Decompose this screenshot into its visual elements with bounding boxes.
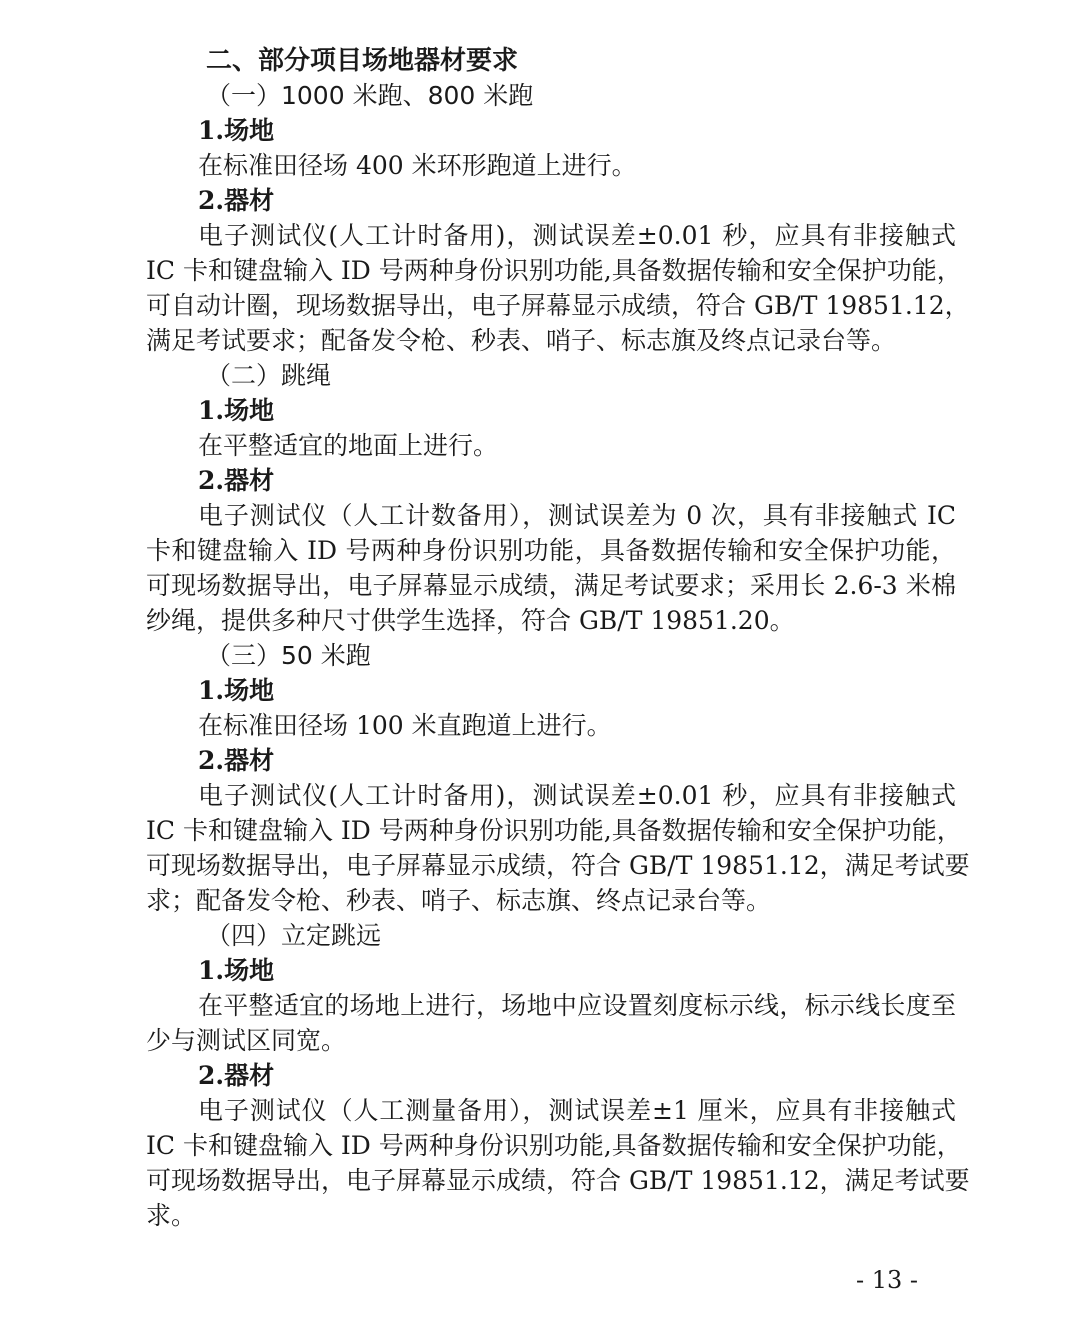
- paragraph-line: 在平整适宜的场地上进行，场地中应设置刻度标示线，标示线长度至: [198, 991, 956, 1020]
- paragraph-line: 电子测试仪(人工计时备用)，测试误差±0.01 秒，应具有非接触式: [198, 221, 956, 250]
- paragraph-line: 纱绳，提供多种尺寸供学生选择，符合 GB/T 19851.20。: [146, 606, 795, 635]
- item-heading-venue: 1.场地: [198, 676, 275, 705]
- item-heading-equipment: 2.器材: [198, 746, 275, 775]
- paragraph-line: 可现场数据导出，电子屏幕显示成绩，符合 GB/T 19851.12，满足考试要: [146, 1166, 970, 1195]
- paragraph-line: 电子测试仪（人工计数备用），测试误差为 0 次，具有非接触式 IC: [198, 501, 956, 530]
- paragraph-line: IC 卡和键盘输入 ID 号两种身份识别功能,具备数据传输和安全保护功能，: [146, 1131, 962, 1160]
- paragraph-line: 求；配备发令枪、秒表、哨子、标志旗、终点记录台等。: [146, 886, 772, 915]
- paragraph-line: 可现场数据导出，电子屏幕显示成绩，符合 GB/T 19851.12，满足考试要: [146, 851, 970, 880]
- section-title: 二、部分项目场地器材要求: [206, 46, 519, 76]
- item-heading-venue: 1.场地: [198, 116, 275, 145]
- paragraph-line: 卡和键盘输入 ID 号两种身份识别功能，具备数据传输和安全保护功能，: [146, 536, 956, 565]
- item-heading-equipment: 2.器材: [198, 466, 275, 495]
- paragraph-line: 可现场数据导出，电子屏幕显示成绩，满足考试要求；采用长 2.6-3 米棉: [146, 571, 956, 600]
- paragraph-line: 在平整适宜的地面上进行。: [198, 431, 499, 460]
- subsection-title-50m: （三）50 米跑: [206, 641, 371, 670]
- paragraph-line: 少与测试区同宽。: [146, 1026, 347, 1055]
- paragraph-line: 求。: [146, 1201, 197, 1230]
- subsection-title-standing-long-jump: （四）立定跳远: [206, 921, 382, 950]
- paragraph-line: IC 卡和键盘输入 ID 号两种身份识别功能,具备数据传输和安全保护功能，: [146, 256, 962, 285]
- subsection-title-rope-skipping: （二）跳绳: [206, 361, 332, 390]
- paragraph-line: 在标准田径场 400 米环形跑道上进行。: [198, 151, 637, 180]
- paragraph-line: 可自动计圈，现场数据导出，电子屏幕显示成绩，符合 GB/T 19851.12，: [146, 291, 970, 320]
- paragraph-line: IC 卡和键盘输入 ID 号两种身份识别功能,具备数据传输和安全保护功能，: [146, 816, 962, 845]
- paragraph-line: 在标准田径场 100 米直跑道上进行。: [198, 711, 612, 740]
- paragraph-line: 电子测试仪(人工计时备用)，测试误差±0.01 秒，应具有非接触式: [198, 781, 956, 810]
- item-heading-equipment: 2.器材: [198, 186, 275, 215]
- paragraph-line: 电子测试仪（人工测量备用），测试误差±1 厘米，应具有非接触式: [198, 1096, 956, 1125]
- item-heading-venue: 1.场地: [198, 396, 275, 425]
- page-number: - 13 -: [856, 1266, 919, 1294]
- item-heading-venue: 1.场地: [198, 956, 275, 985]
- subsection-title-1000m-800m: （一）1000 米跑、800 米跑: [206, 81, 534, 110]
- item-heading-equipment: 2.器材: [198, 1061, 275, 1090]
- paragraph-line: 满足考试要求；配备发令枪、秒表、哨子、标志旗及终点记录台等。: [146, 326, 897, 355]
